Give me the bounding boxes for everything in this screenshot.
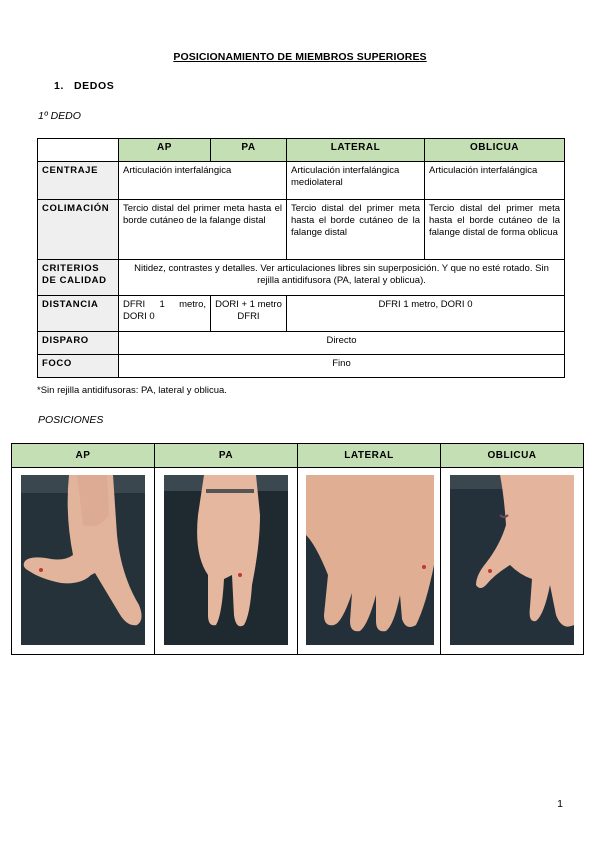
- photo-ap: [21, 475, 145, 645]
- centraje-ap-pa: Articulación interfalángica: [119, 162, 287, 200]
- row-label-colimacion: COLIMACIÓN: [38, 200, 119, 260]
- row-label-criterios: CRITERIOS DE CALIDAD: [38, 260, 119, 296]
- document-title: POSICIONAMIENTO DE MIEMBROS SUPERIORES: [173, 51, 427, 63]
- footnote: *Sin rejilla antidifusoras: PA, lateral y oblicua.: [37, 385, 227, 396]
- row-label-foco: FOCO: [38, 355, 119, 378]
- photo-pa: [164, 475, 288, 645]
- distancia-ap: DFRI 1 metro, DORI 0: [119, 296, 211, 332]
- centraje-lateral: Articulación interfalángica mediolateral: [287, 162, 425, 200]
- foco-value: Fino: [119, 355, 565, 378]
- criterios-value: Nitidez, contrastes y detalles. Ver articulaciones libres sin superposición. Y que no esté rotado. Sin rejilla antidifusora (PA, lateral y oblicua).: [119, 260, 565, 296]
- distancia-pa: DORI + 1 metro DFRI: [211, 296, 287, 332]
- positioning-parameters-table: [37, 138, 565, 378]
- positions-photo-table: [11, 443, 584, 655]
- photo-oblicua: [450, 475, 574, 645]
- photo-cell-pa: [155, 468, 298, 655]
- header-lateral: LATERAL: [287, 139, 425, 162]
- section-label: DEDOS: [74, 80, 115, 92]
- section-heading: [54, 80, 114, 92]
- colimacion-oblicua: Tercio distal del primer meta hasta el borde cutáneo de la falange distal de forma oblicua: [425, 200, 565, 260]
- colimacion-lateral: Tercio distal del primer meta hasta el borde cutáneo de la falange distal: [287, 200, 425, 260]
- section-number: 1.: [54, 80, 64, 92]
- table-corner-cell: [38, 139, 119, 162]
- hand-oblique-image: [450, 475, 574, 645]
- page-number: 1: [557, 798, 563, 810]
- photo-cell-oblicua: [441, 468, 584, 655]
- distancia-lateral-oblicua: DFRI 1 metro, DORI 0: [287, 296, 565, 332]
- colimacion-ap-pa: Tercio distal del primer meta hasta el borde cutáneo de la falange distal: [119, 200, 287, 260]
- photo-cell-lateral: [298, 468, 441, 655]
- photo-header-pa: PA: [155, 444, 298, 468]
- centraje-oblicua: Articulación interfalángica: [425, 162, 565, 200]
- photo-header-ap: AP: [12, 444, 155, 468]
- header-oblicua: OBLICUA: [425, 139, 565, 162]
- disparo-value: Directo: [119, 332, 565, 355]
- positions-heading: POSICIONES: [38, 414, 104, 426]
- row-label-disparo: DISPARO: [38, 332, 119, 355]
- photo-header-lateral: LATERAL: [298, 444, 441, 468]
- row-label-centraje: CENTRAJE: [38, 162, 119, 200]
- header-pa: PA: [211, 139, 287, 162]
- row-label-distancia: DISTANCIA: [38, 296, 119, 332]
- subsection-heading: 1º DEDO: [38, 110, 81, 122]
- hand-pa-image: [164, 475, 288, 645]
- hand-ap-image: [21, 475, 145, 645]
- photo-lateral: [306, 475, 434, 645]
- header-ap: AP: [119, 139, 211, 162]
- photo-cell-ap: [12, 468, 155, 655]
- hand-lateral-image: [306, 475, 434, 645]
- photo-header-oblicua: OBLICUA: [441, 444, 584, 468]
